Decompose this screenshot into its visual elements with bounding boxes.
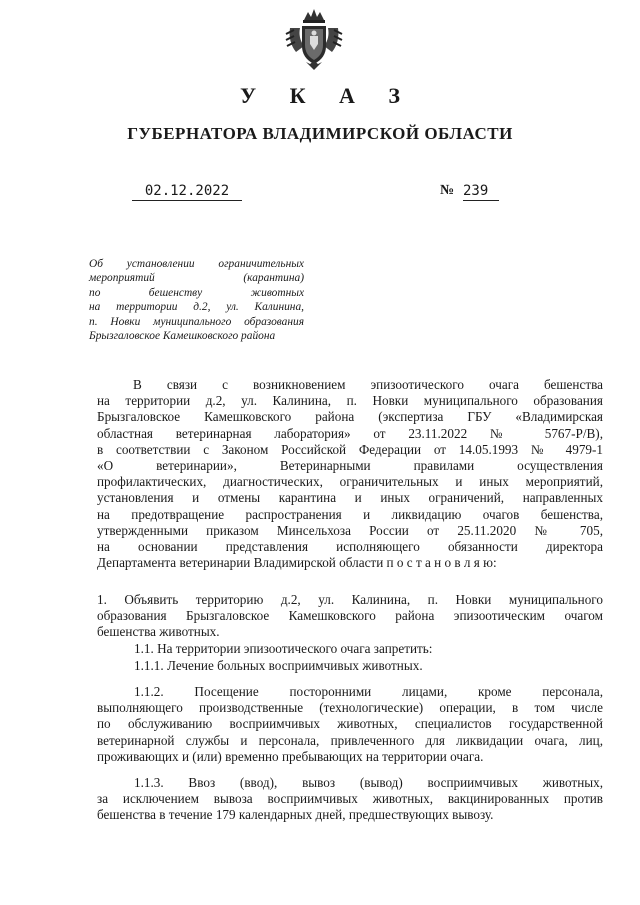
text-line: 1.1.2. Посещение посторонними лицами, кроме персонала, [134, 684, 603, 699]
text-line: бешенства животных. [97, 624, 220, 640]
text-line: областная ветеринарная лаборатория» от 23.11.2022 № 5767-Р/В), [97, 425, 603, 441]
text-line: проживающих и (или) временно пребывающих на территории очага. [97, 748, 484, 764]
text-line-part: Департамента ветеринарии Владимирской области [97, 555, 384, 571]
subject-line: Об установлении ограничительных [89, 258, 304, 270]
document-title: У К А З [239, 83, 415, 108]
text-line [97, 555, 603, 571]
subject-line: на территории д.2, ул. Калинина, [89, 301, 304, 314]
decree-number: 239 [463, 183, 499, 201]
item-1-1 [134, 641, 534, 657]
text-line: по обслуживанию восприимчивых животных, специалистов государственной [97, 716, 603, 732]
item-1 [97, 592, 603, 641]
text-line: на предотвращение распространения и ликвидацию очагов бешенства, [97, 506, 603, 522]
text-line: Брызгаловское Камешковского района (экспертиза ГБУ «Владимирская [97, 409, 603, 425]
text-line: 1.1.3. Ввоз (ввод), вывоз (вывод) восприимчивых животных, [134, 775, 603, 790]
preamble-paragraph [97, 377, 603, 571]
text-line: 1.1. На территории эпизоотического очага запретить: [134, 641, 433, 656]
text-line: на основании представления исполняющего обязанности директора [97, 539, 603, 555]
text-line: в соответствии с Законом Российской Федерации от 14.05.1993 № 4979-1 [97, 441, 603, 457]
decree-date: 02.12.2022 [132, 183, 242, 201]
text-line: на территории д.2, ул. Калинина, п. Новки муниципального образования [97, 393, 603, 409]
decree-subject [89, 257, 304, 343]
coat-of-arms-emblem [284, 6, 344, 72]
text-line: установления и отмены карантина и иных ограничений, направленных [97, 490, 603, 506]
text-line: профилактических, диагностических, ограничительных и иных мероприятий, [97, 474, 603, 490]
text-line: образования Брызгаловское Камешковского района эпизоотическим очагом [97, 608, 603, 624]
text-line: бешенства в течение 179 календарных дней, предшествующих вывозу. [97, 807, 494, 823]
item-1-1-2 [97, 684, 603, 765]
item-1-1-1 [134, 658, 534, 674]
subject-line: по бешенству животных [89, 286, 304, 299]
item-1-1-3 [97, 775, 603, 824]
subject-line: мероприятий (карантина) [89, 272, 304, 285]
text-line: 1.1.1. Лечение больных восприимчивых животных. [134, 658, 423, 673]
text-line: 1. Объявить территорию д.2, ул. Калинина, п. Новки муниципального [97, 592, 603, 607]
text-line: выполняющего производственные (технологические) операции, в том числе [97, 700, 603, 716]
text-line: утвержденными приказом Минсельхоза России от 25.11.2020 № 705, [97, 522, 603, 538]
text-line: ветеринарной службы и персонала, привлеченного для ликвидации очага, лиц, [97, 732, 603, 748]
text-line: за исключением вывоза восприимчивых животных, вакцинированных против [97, 791, 603, 807]
postanovlyayu-text: п о с т а н о в л я ю: [386, 555, 497, 571]
text-line: В связи с возникновением эпизоотического очага бешенства [133, 377, 603, 392]
subject-line: Брызгаловское Камешковского района [89, 330, 276, 343]
document-subtitle: ГУБЕРНАТОРА ВЛАДИМИРСКОЙ ОБЛАСТИ [127, 124, 513, 143]
text-line: «О ветеринарии», Ветеринарными правилами осуществления [97, 458, 603, 474]
subject-line: п. Новки муниципального образования [89, 315, 304, 328]
decree-number-label: № [440, 183, 455, 198]
